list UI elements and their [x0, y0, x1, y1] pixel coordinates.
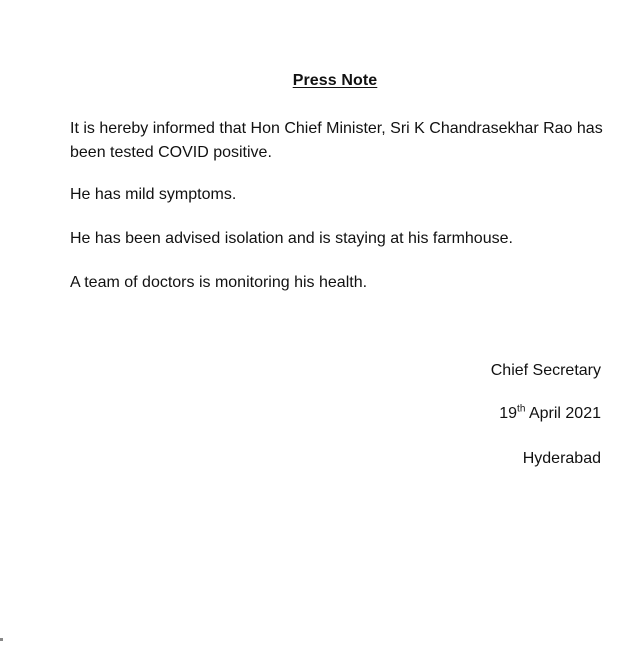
scan-mark [0, 638, 3, 641]
date-day: 19 [499, 405, 518, 422]
signature-place: Hyderabad [522, 450, 601, 467]
document-title: Press Note [292, 72, 378, 89]
paragraph-announcement: It is hereby informed that Hon Chief Minister, Sri K Chandrasekhar Rao has been tested COVID positive. [70, 120, 603, 161]
date-suffix: th [517, 403, 526, 415]
paragraph-symptoms: He has mild symptoms. [70, 186, 237, 203]
paragraph-monitoring: A team of doctors is monitoring his health. [70, 274, 368, 291]
date-rest: April 2021 [525, 405, 601, 422]
paragraph-isolation: He has been advised isolation and is staying at his farmhouse. [70, 230, 513, 247]
signature-date [499, 402, 601, 426]
signature-designation: Chief Secretary [490, 362, 601, 379]
